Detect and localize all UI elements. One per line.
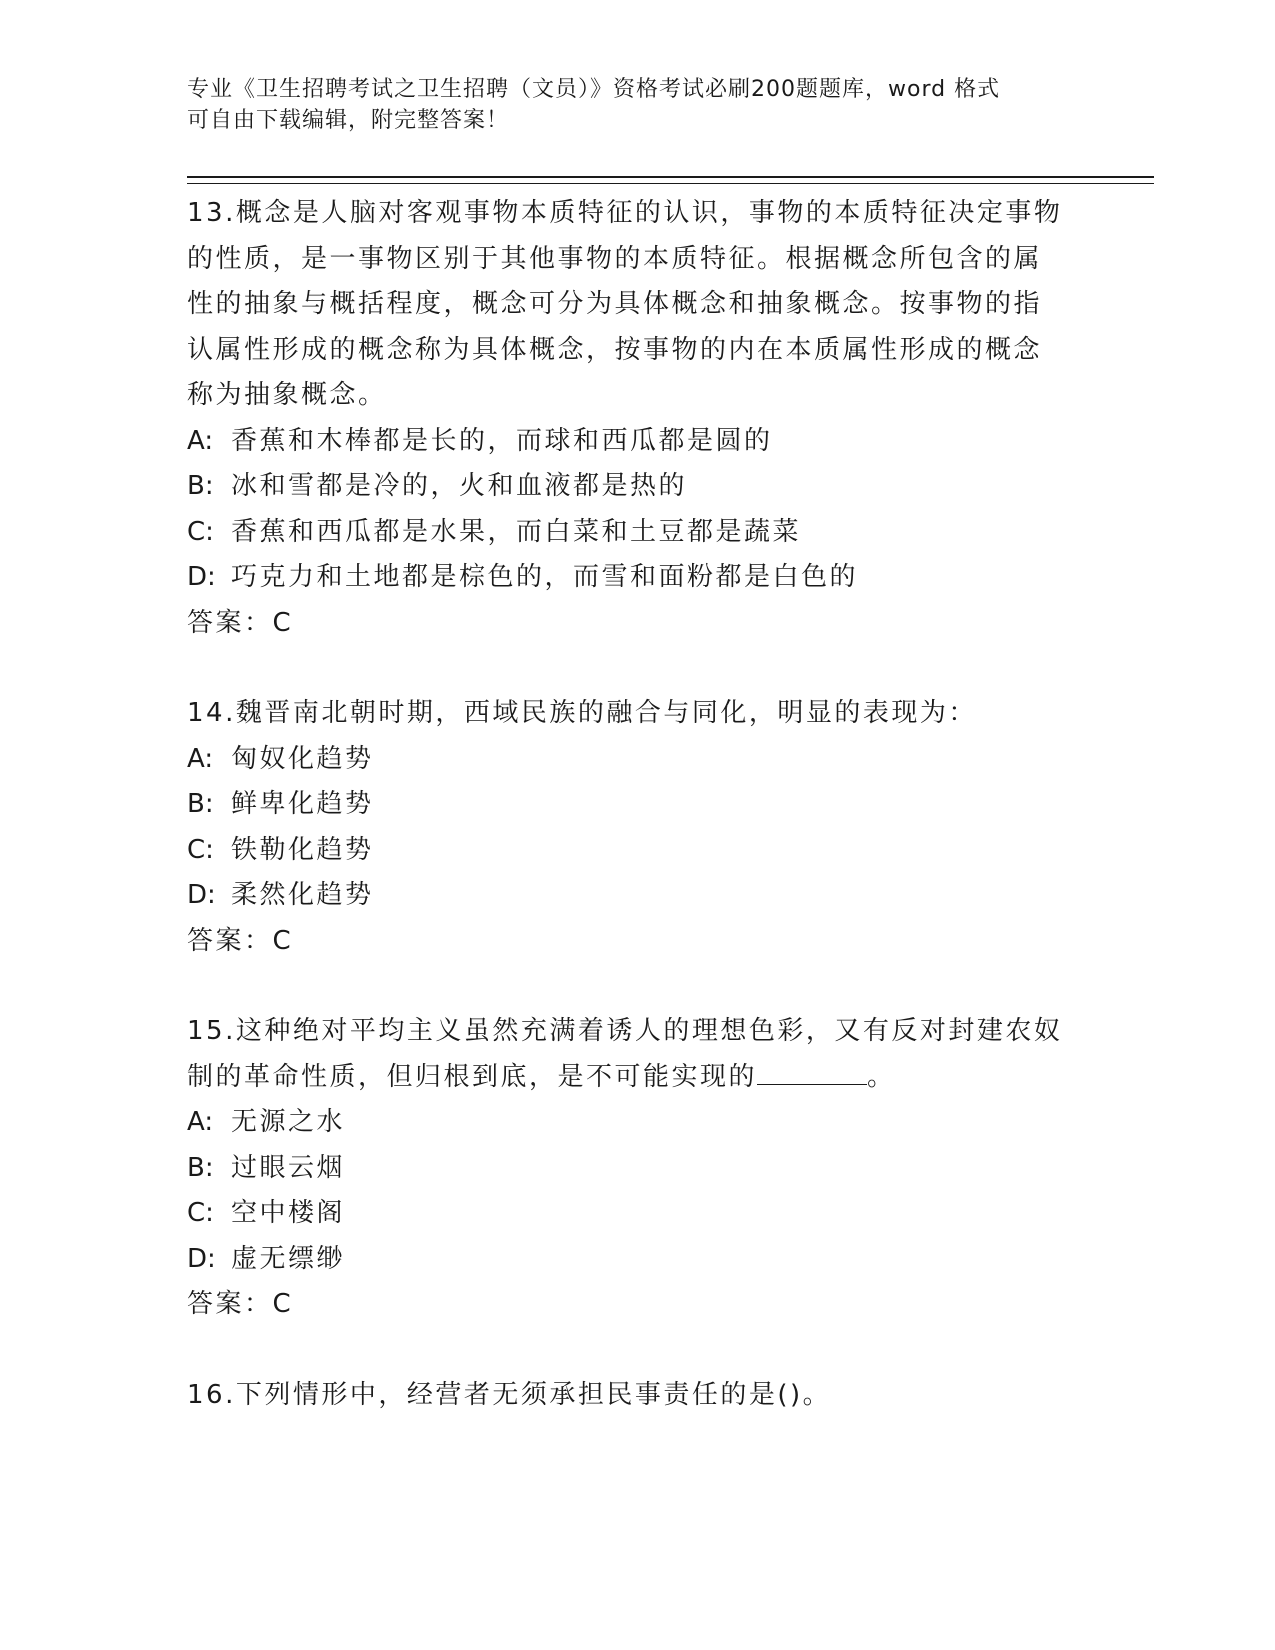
stem-text-after-blank: 。	[867, 1061, 896, 1092]
question-stem-line: 15.这种绝对平均主义虽然充满着诱人的理想色彩，又有反对封建农奴	[187, 1016, 1063, 1046]
option-text: 匈奴化趋势	[231, 743, 374, 774]
option-b	[187, 464, 1087, 510]
option-text: 鲜卑化趋势	[231, 789, 374, 819]
question-stem-line: 认属性形成的概念称为具体概念，按事物的内在本质属性形成的概念	[187, 334, 1043, 365]
option-letter: C:	[187, 1198, 214, 1228]
option-text: 空中楼阁	[231, 1198, 346, 1228]
option-c	[187, 1191, 1087, 1237]
answer-line: 答案：C	[187, 1289, 294, 1319]
question-14	[187, 691, 1087, 964]
question-stem-line: 14.魏晋南北朝时期，西域民族的融合与同化，明显的表现为：	[187, 698, 977, 728]
fill-in-blank	[757, 1066, 867, 1085]
question-stem-line: 16.下列情形中，经营者无须承担民事责任的是()。	[187, 1379, 832, 1410]
option-letter: D:	[187, 1243, 216, 1274]
option-letter: A:	[187, 425, 214, 456]
document-header	[187, 74, 1067, 136]
answer-line: 答案：C	[187, 607, 294, 638]
question-15	[187, 1009, 1087, 1328]
option-d	[187, 1237, 1087, 1283]
header-line-2: 可自由下载编辑，附完整答案！	[187, 108, 510, 133]
stem-text-before-blank: 制的革命性质，但归根到底，是不可能实现的	[187, 1061, 758, 1092]
question-stem-line: 的性质，是一事物区别于其他事物的本质特征。根据概念所包含的属	[187, 243, 1043, 274]
header-divider-thin	[187, 183, 1154, 184]
option-letter: B:	[187, 471, 214, 501]
question-16	[187, 1373, 1087, 1419]
question-stem-line: 称为抽象概念。	[187, 380, 387, 410]
option-letter: B:	[187, 789, 214, 819]
option-letter: A:	[187, 1107, 214, 1137]
option-text: 巧克力和土地都是棕色的，而雪和面粉都是白色的	[231, 562, 859, 592]
option-letter: A:	[187, 743, 214, 774]
option-text: 铁勒化趋势	[231, 834, 374, 865]
option-text: 无源之水	[231, 1107, 346, 1137]
option-d	[187, 873, 1087, 919]
option-c	[187, 828, 1087, 874]
option-letter: D:	[187, 562, 216, 592]
answer-line: 答案：C	[187, 925, 294, 956]
question-stem-line: 性的抽象与概括程度，概念可分为具体概念和抽象概念。按事物的指	[187, 289, 1043, 319]
option-letter: C:	[187, 834, 214, 865]
question-13	[187, 191, 1087, 646]
question-stem-line-with-blank	[187, 1055, 1087, 1101]
option-text: 柔然化趋势	[231, 880, 374, 910]
option-a	[187, 419, 1087, 465]
question-list	[187, 191, 1087, 1463]
option-text: 过眼云烟	[231, 1152, 346, 1183]
option-letter: C:	[187, 516, 214, 547]
option-b	[187, 782, 1087, 828]
question-stem-line: 13.概念是人脑对客观事物本质特征的认识，事物的本质特征决定事物	[187, 198, 1063, 228]
header-line-1: 专业《卫生招聘考试之卫生招聘（文员）》资格考试必刷200题题库，word 格式	[187, 77, 1001, 102]
option-text: 香蕉和西瓜都是水果，而白菜和土豆都是蔬菜	[231, 516, 802, 547]
option-c	[187, 510, 1087, 556]
option-a	[187, 1100, 1087, 1146]
option-b	[187, 1146, 1087, 1192]
option-letter: D:	[187, 880, 216, 910]
option-text: 虚无缥缈	[231, 1243, 346, 1274]
option-text: 香蕉和木棒都是长的，而球和西瓜都是圆的	[231, 425, 773, 456]
option-d	[187, 555, 1087, 601]
option-a	[187, 737, 1087, 783]
option-letter: B:	[187, 1152, 214, 1183]
header-divider-thick	[187, 176, 1154, 178]
option-text: 冰和雪都是冷的，火和血液都是热的	[231, 471, 688, 501]
